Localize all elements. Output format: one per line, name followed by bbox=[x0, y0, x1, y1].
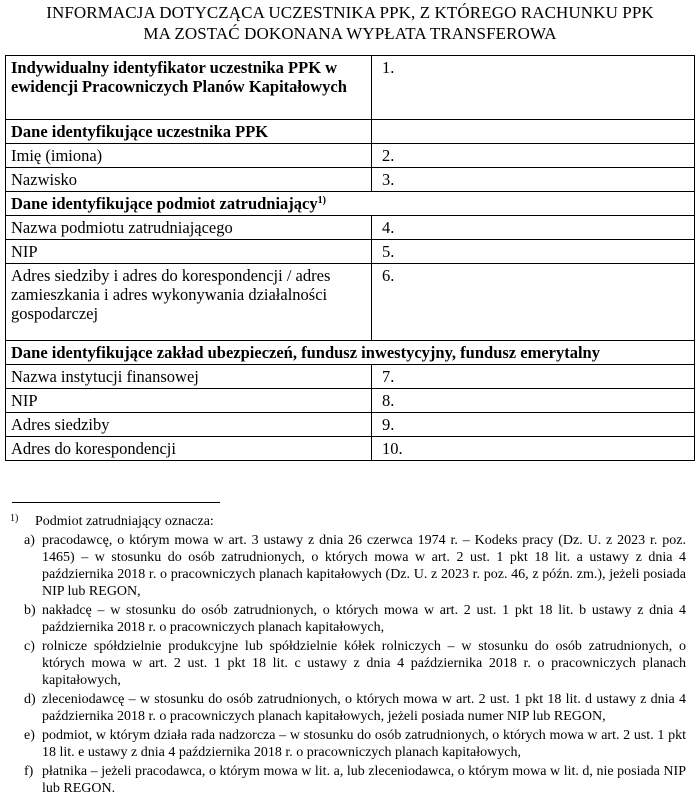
institution-correspondence-address-field[interactable]: 10. bbox=[372, 437, 695, 461]
ppk-info-table bbox=[5, 55, 695, 461]
footnote-item-text: rolnicze spółdzielnie produkcyjne lub spółdzielnie kółek rolniczych – w stosunku do osób zatrudnionych, o których mowa w art. 2 ust. 1 pkt 18 lit. c ustawy z dnia 4 października 2018 r. o pracowniczych planach kapitałowych, bbox=[42, 639, 686, 688]
table-row bbox=[6, 168, 695, 192]
footnote-item-text: płatnika – jeżeli pracodawca, o którym mowa w lit. a, lub zleceniodawca, o którym mowa w lit. d, nie posiada NIP lub REGON. bbox=[42, 764, 686, 796]
employer-name-label: Nazwa podmiotu zatrudniającego bbox=[6, 216, 372, 240]
footnotes bbox=[10, 513, 686, 797]
table-row bbox=[6, 120, 695, 144]
institution-seat-address-label: Adres siedziby bbox=[6, 413, 372, 437]
employer-nip-field[interactable]: 5. bbox=[372, 240, 695, 264]
footnote-item-letter: b) bbox=[24, 603, 36, 618]
table-row bbox=[6, 240, 695, 264]
table-row bbox=[6, 437, 695, 461]
employer-address-field[interactable]: 6. bbox=[372, 264, 695, 341]
institution-seat-address-field[interactable]: 9. bbox=[372, 413, 695, 437]
footnote-separator bbox=[12, 502, 220, 503]
footnote-intro bbox=[10, 513, 686, 530]
table-row bbox=[6, 216, 695, 240]
footnote-intro-text: Podmiot zatrudniający oznacza: bbox=[35, 514, 214, 529]
section-header-employer bbox=[6, 192, 695, 216]
footnote-item-f bbox=[10, 763, 686, 797]
section-header-participant: Dane identyfikujące uczestnika PPK bbox=[6, 120, 372, 144]
institution-name-field[interactable]: 7. bbox=[372, 365, 695, 389]
form-title-line-1: INFORMACJA DOTYCZĄCA UCZESTNIKA PPK, Z KTÓREGO RACHUNKU PPK bbox=[46, 3, 654, 22]
table-row bbox=[6, 341, 695, 365]
footnote-item-letter: f) bbox=[24, 764, 34, 779]
table-row bbox=[6, 264, 695, 341]
form-title bbox=[0, 2, 700, 44]
footnote-item-text: nakładcę – w stosunku do osób zatrudnionych, o których mowa w art. 2 ust. 1 pkt 18 lit. b ustawy z dnia 4 października 2018 r. o pracowniczych planach kapitałowych, bbox=[42, 603, 686, 635]
footnote-item-text: zleceniodawcę – w stosunku do osób zatrudnionych, o których mowa w art. 2 ust. 1 pkt 18 lit. d ustawy z dnia 4 października 2018 r. o pracowniczych planach kapitałowych, jeżeli posiada numer NIP lub REGON, bbox=[42, 692, 686, 724]
footnote-item-c bbox=[10, 638, 686, 689]
first-name-field[interactable]: 2. bbox=[372, 144, 695, 168]
table-row bbox=[6, 56, 695, 120]
section-header-employer-text: Dane identyfikujące podmiot zatrudniający bbox=[11, 194, 318, 213]
employer-name-field[interactable]: 4. bbox=[372, 216, 695, 240]
footnote-item-letter: c) bbox=[24, 639, 35, 654]
table-row bbox=[6, 413, 695, 437]
footnote-item-text: podmiot, w którym działa rada nadzorcza – w stosunku do osób zatrudnionych, o których mowa w art. 2 ust. 1 pkt 18 lit. e ustawy z dnia 4 października 2018 r. o pracowniczych planach kapitałowych, bbox=[42, 728, 686, 760]
institution-nip-field[interactable]: 8. bbox=[372, 389, 695, 413]
institution-correspondence-address-label: Adres do korespondencji bbox=[6, 437, 372, 461]
table-row bbox=[6, 389, 695, 413]
institution-nip-label: NIP bbox=[6, 389, 372, 413]
section-header-institution: Dane identyfikujące zakład ubezpieczeń, fundusz inwestycyjny, fundusz emerytalny bbox=[6, 341, 695, 365]
first-name-label: Imię (imiona) bbox=[6, 144, 372, 168]
table-row bbox=[6, 144, 695, 168]
footnote-item-letter: e) bbox=[24, 728, 35, 743]
section-header-participant-blank bbox=[372, 120, 695, 144]
footnote-item-b bbox=[10, 602, 686, 636]
footnote-item-a bbox=[10, 532, 686, 600]
footnote-item-e bbox=[10, 727, 686, 761]
employer-address-label: Adres siedziby i adres do korespondencji / adres zamieszkania i adres wykonywania działalności gospodarczej bbox=[6, 264, 372, 341]
ppk-identifier-label: Indywidualny identyfikator uczestnika PPK w ewidencji Pracowniczych Planów Kapitałowych bbox=[6, 56, 372, 120]
institution-name-label: Nazwa instytucji finansowej bbox=[6, 365, 372, 389]
footnote-item-d bbox=[10, 691, 686, 725]
footnote-item-letter: d) bbox=[24, 692, 36, 707]
form-title-line-2: MA ZOSTAĆ DOKONANA WYPŁATA TRANSFEROWA bbox=[143, 24, 557, 43]
table-row bbox=[6, 192, 695, 216]
employer-nip-label: NIP bbox=[6, 240, 372, 264]
footnote-item-letter: a) bbox=[24, 533, 35, 548]
surname-label: Nazwisko bbox=[6, 168, 372, 192]
footnote-marker: 1) bbox=[10, 513, 19, 524]
surname-field[interactable]: 3. bbox=[372, 168, 695, 192]
ppk-identifier-field[interactable]: 1. bbox=[372, 56, 695, 120]
footnote-item-text: pracodawcę, o którym mowa w art. 3 ustawy z dnia 26 czerwca 1974 r. – Kodeks pracy (Dz. U. z 2023 r. poz. 1465) – w stosunku do osób zatrudnionych, o których mowa w art. 2 ust. 1 pkt 18 lit. a ustawy z dnia 4 października 2018 r. o pracowniczych planach kapitałowych (Dz. U. z 2023 r. poz. 46, z późn. zm.), jeżeli posiada NIP lub REGON, bbox=[42, 533, 686, 599]
footnote-reference: 1) bbox=[317, 195, 326, 206]
table-row bbox=[6, 365, 695, 389]
